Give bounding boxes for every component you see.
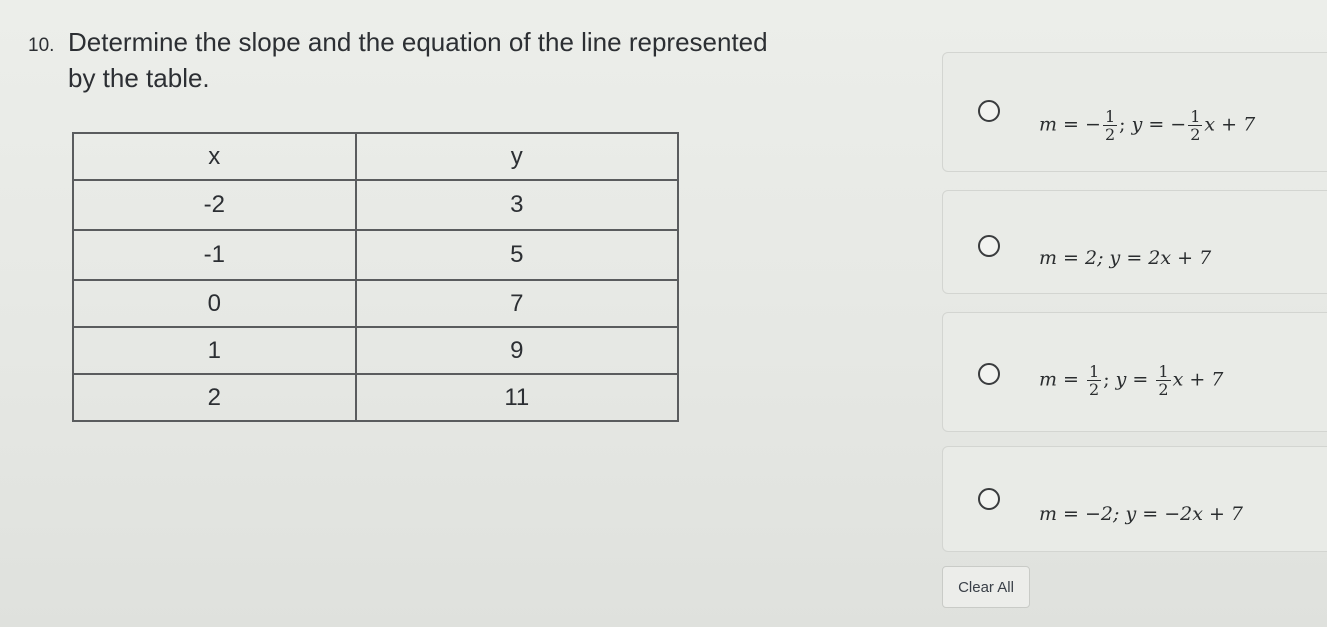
option-3-y-den: 2	[1158, 380, 1169, 399]
cell-x: -1	[73, 230, 356, 280]
cell-x: 1	[73, 327, 356, 374]
cell-y: 9	[356, 327, 678, 374]
option-2-label: m = 2; y = 2x + 7	[1039, 247, 1212, 269]
option-3-m-num: 1	[1089, 362, 1100, 381]
option-3-m-fraction	[1087, 363, 1101, 398]
option-1-m-num: 1	[1104, 107, 1116, 126]
option-1-y-num: 1	[1190, 107, 1201, 126]
radio-option-2[interactable]	[978, 235, 1000, 257]
xy-table	[72, 132, 679, 422]
answer-option-3[interactable]	[942, 312, 1327, 432]
cell-x: -2	[73, 180, 356, 230]
option-3-m-prefix: m =	[1039, 368, 1086, 391]
table-row	[73, 327, 678, 374]
radio-option-1[interactable]	[978, 100, 1000, 122]
option-1-m-fraction	[1103, 108, 1117, 143]
option-3-y-num: 1	[1158, 362, 1169, 381]
option-3-y-prefix: y =	[1115, 368, 1155, 391]
table-row	[73, 280, 678, 327]
option-3-y-fraction	[1156, 363, 1170, 398]
option-4-label: m = −2; y = −2x + 7	[1039, 503, 1244, 525]
question-line-1: Determine the slope and the equation of the line represented	[68, 27, 768, 57]
radio-option-4[interactable]	[978, 488, 1000, 510]
option-1-y-prefix: y = −	[1131, 113, 1187, 136]
option-3-sep: ;	[1103, 368, 1116, 391]
cell-y: 5	[356, 230, 678, 280]
answer-option-1[interactable]	[942, 52, 1327, 172]
question-line-2: by the table.	[68, 63, 210, 93]
cell-y: 3	[356, 180, 678, 230]
cell-x: 2	[73, 374, 356, 421]
table-row	[73, 230, 678, 280]
option-3-y-suffix: x + 7	[1172, 368, 1224, 391]
answer-option-2[interactable]	[942, 190, 1327, 294]
question-number: 10.	[28, 35, 55, 56]
table-row	[73, 180, 678, 230]
clear-all-button[interactable]: Clear All	[942, 566, 1030, 608]
option-1-y-den: 2	[1190, 125, 1201, 144]
option-1-m-den: 2	[1104, 125, 1116, 144]
header-y: y	[356, 133, 678, 180]
option-1-y-suffix: x + 7	[1204, 113, 1256, 136]
answer-option-4[interactable]	[942, 446, 1327, 552]
option-1-y-fraction	[1188, 108, 1202, 143]
option-1-label	[1039, 108, 1255, 143]
table-row	[73, 374, 678, 421]
option-1-sep: ;	[1119, 113, 1132, 136]
option-3-label	[1039, 363, 1223, 398]
option-1-m-prefix: m = −	[1039, 113, 1101, 136]
option-3-m-den: 2	[1089, 380, 1100, 399]
table-header-row	[73, 133, 678, 180]
header-x: x	[73, 133, 356, 180]
cell-y: 11	[356, 374, 678, 421]
cell-x: 0	[73, 280, 356, 327]
cell-y: 7	[356, 280, 678, 327]
question-text	[28, 26, 888, 95]
radio-option-3[interactable]	[978, 363, 1000, 385]
